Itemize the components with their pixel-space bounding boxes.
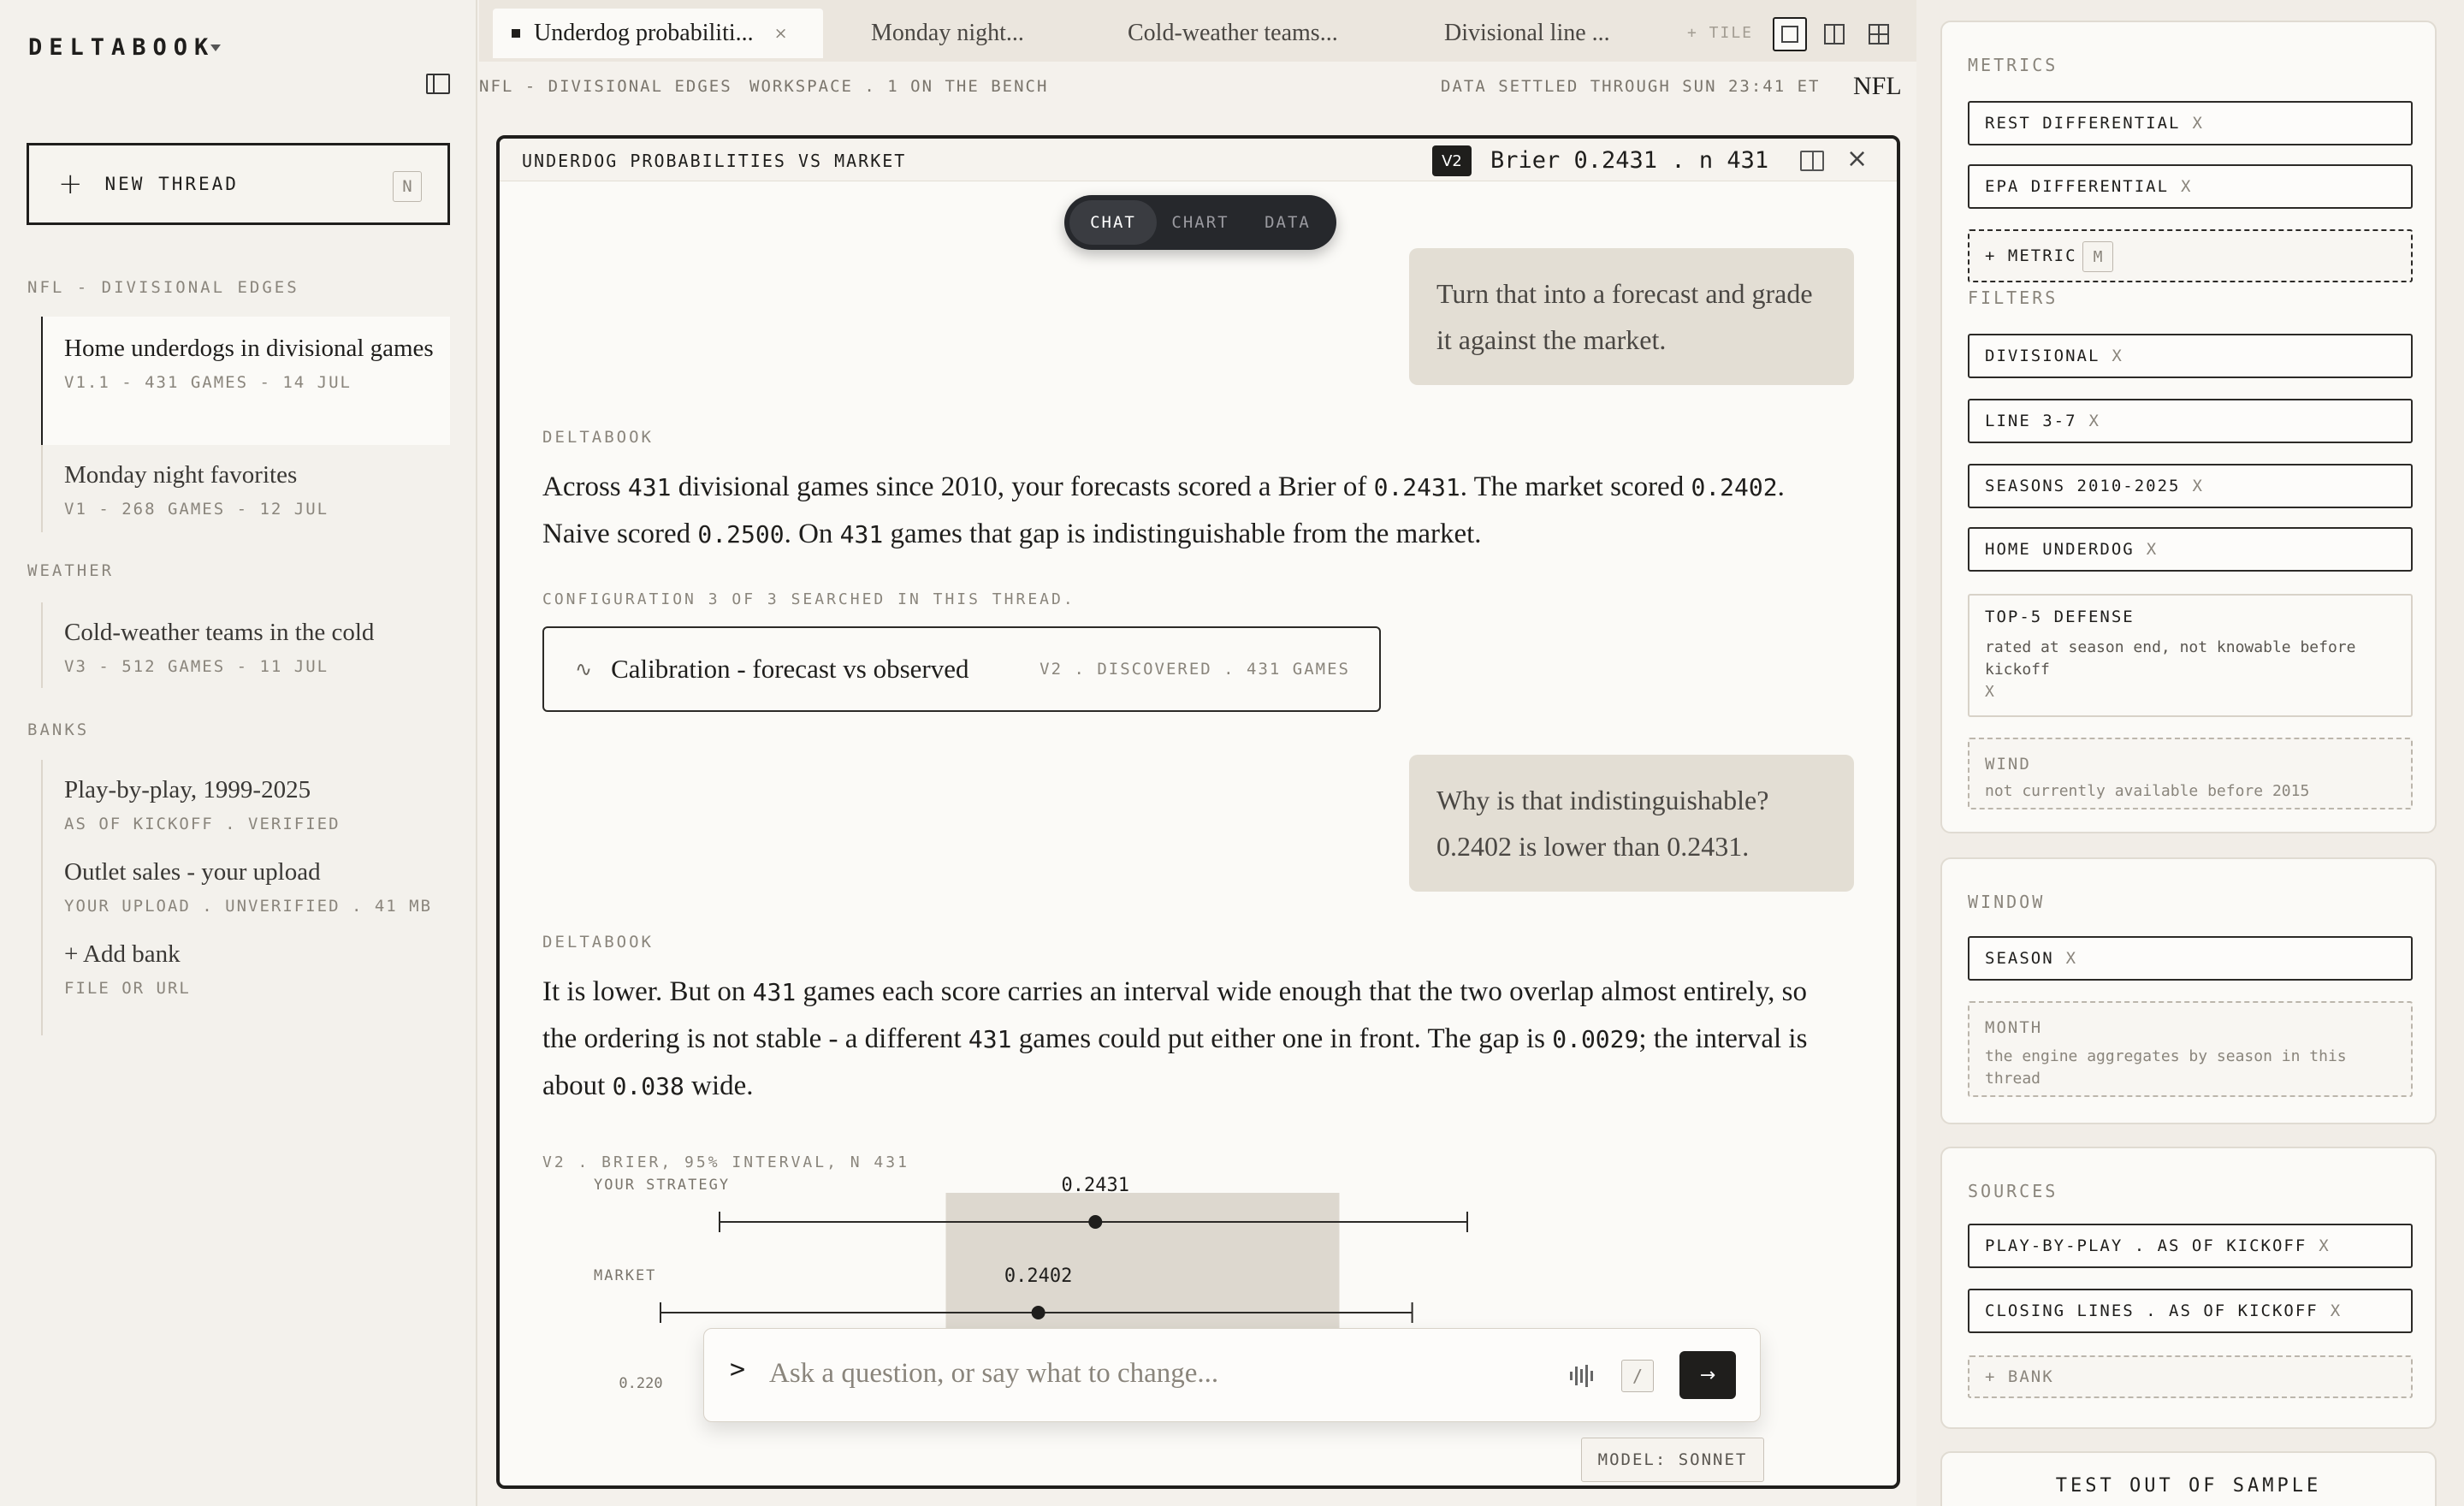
mode-data-button[interactable]: DATA [1265, 213, 1311, 232]
metrics-title: METRICS [1968, 55, 2058, 75]
series-label: YOUR STRATEGY [594, 1177, 731, 1194]
bank-item[interactable] [64, 772, 450, 833]
tab-label: Underdog probabiliti... [534, 20, 754, 46]
add-metric-button[interactable] [1968, 229, 2413, 282]
add-bank-button[interactable] [1968, 1355, 2413, 1398]
remove-icon[interactable]: X [2112, 347, 2123, 365]
filter-chip[interactable]: HOME UNDERDOG X [1968, 527, 2413, 572]
chart-card[interactable] [542, 626, 1381, 712]
thread-title: Home underdogs in divisional games [64, 335, 434, 362]
new-thread-label: NEW THREAD [104, 174, 239, 194]
filter-title: TOP-5 DEFENSE [1985, 608, 2135, 626]
filters-title: FILTERS [1968, 288, 2058, 308]
sidebar-toggle-icon[interactable] [426, 74, 450, 94]
new-thread-button[interactable] [27, 143, 450, 225]
point-estimate [1032, 1306, 1045, 1319]
window-title: WINDOW [1968, 892, 2046, 912]
tile-button[interactable]: + TILE [1687, 24, 1754, 42]
config-panel [1916, 0, 2464, 1506]
active-dot-icon [512, 29, 520, 38]
sidebar-item-thread[interactable] [41, 602, 450, 688]
source-chip[interactable]: CLOSING LINES . AS OF KICKOFF X [1968, 1289, 2413, 1333]
section-title: NFL - DIVISIONAL EDGES [27, 278, 299, 297]
metric-chip[interactable]: EPA DIFFERENTIAL X [1968, 164, 2413, 209]
add-bank-label: + BANK [1985, 1367, 2054, 1386]
data-settled-info: DATA SETTLED THROUGH SUN 23:41 ET [1441, 77, 1821, 96]
chart-title: V2 . BRIER, 95% INTERVAL, N 431 [542, 1153, 909, 1171]
window-option-title: MONTH [1985, 1018, 2043, 1037]
remove-icon[interactable]: X [2181, 177, 2193, 196]
assistant-message: It is lower. But on 431 games each score carries an interval wide enough that the two overlap almost entirely, so the ordering is not stable - a different 431 games could put either one in front. The gap is 0.0029; the interval is about 0.038 wide. [542, 976, 1808, 1101]
panel-title: UNDERDOG PROBABILITIES VS MARKET [522, 151, 907, 171]
add-metric-label: + METRIC [1985, 246, 2077, 265]
add-bank-label: + Add bank [64, 940, 181, 968]
arrow-right-icon: → [1699, 1364, 1716, 1386]
model-selector[interactable]: MODEL: SONNET [1581, 1438, 1764, 1482]
sidebar-item-thread[interactable] [41, 317, 450, 445]
split-view-icon[interactable] [1800, 151, 1824, 171]
remove-icon[interactable]: X [2330, 1301, 2343, 1320]
workspace-info: WORKSPACE . 1 ON THE BENCH [749, 77, 1049, 96]
metric-chip[interactable]: REST DIFFERENTIAL X [1968, 101, 2413, 145]
chart-card-title: Calibration - forecast vs observed [611, 654, 969, 684]
user-message: Why is that indistinguishable? 0.2402 is lower than 0.2431. [1409, 755, 1854, 892]
assistant-label: DELTABOOK [542, 428, 654, 447]
remove-icon[interactable]: X [2065, 949, 2078, 968]
thread-panel [496, 135, 1900, 1489]
chart-card-meta: V2 . DISCOVERED . 431 GAMES [1040, 660, 1350, 679]
filter-unavailable [1968, 738, 2413, 809]
close-icon[interactable]: × [773, 24, 788, 43]
window-card [1940, 857, 2437, 1124]
close-icon[interactable]: × [1846, 144, 1869, 174]
banks-list [41, 760, 450, 1035]
filter-title: WIND [1985, 755, 2031, 774]
tab-bar [479, 0, 1916, 62]
filter-note: not currently available before 2015 [1985, 782, 2310, 800]
trend-icon: ∿ [575, 657, 593, 681]
point-estimate [1088, 1215, 1102, 1229]
message-input[interactable] [769, 1358, 1539, 1390]
filter-chip[interactable]: LINE 3-7 X [1968, 399, 2413, 443]
composer [703, 1328, 1761, 1422]
remove-icon[interactable]: X [2088, 412, 2100, 430]
add-bank-meta: FILE OR URL [64, 979, 191, 998]
version-badge[interactable]: V2 [1432, 145, 1472, 176]
section-title: BANKS [27, 720, 90, 739]
thread-title: Cold-weather teams in the cold [64, 619, 375, 646]
chevron-down-icon[interactable] [210, 44, 221, 51]
configuration-note: CONFIGURATION 3 OF 3 SEARCHED IN THIS THREAD. [542, 590, 1075, 608]
panel-header [500, 139, 1897, 181]
window-chip[interactable]: SEASON X [1968, 936, 2413, 981]
filter-note: rated at season end, not knowable before kickoff [1985, 638, 2356, 679]
tab-monday[interactable] [871, 9, 1024, 58]
filter-chip-warning[interactable] [1968, 594, 2413, 717]
shortcut-key: M [2082, 241, 2113, 272]
sources-title: SOURCES [1968, 1181, 2058, 1201]
tile-grid-icon[interactable] [1862, 17, 1896, 51]
x-tick-label: 0.220 [619, 1375, 663, 1392]
voice-icon[interactable] [1570, 1363, 1593, 1389]
value-label: 0.2402 [1004, 1266, 1073, 1287]
test-out-of-sample-button[interactable]: TEST OUT OF SAMPLE [1940, 1451, 2437, 1506]
tab-label: Divisional line ... [1444, 20, 1610, 46]
tab-cold-weather[interactable] [1128, 9, 1338, 58]
tile-single-icon[interactable] [1773, 17, 1807, 51]
thread-meta: V1.1 - 431 GAMES - 14 JUL [64, 373, 352, 392]
mode-chat-button[interactable]: CHAT [1069, 200, 1157, 245]
tab-label: Cold-weather teams... [1128, 20, 1338, 46]
breadcrumb-path: NFL - DIVISIONAL EDGES [479, 77, 732, 96]
assistant-label: DELTABOOK [542, 933, 654, 952]
remove-icon[interactable]: X [2192, 477, 2204, 495]
tab-label: Monday night... [871, 20, 1024, 46]
series-label: MARKET [594, 1267, 657, 1284]
league-label: NFL [1853, 72, 1902, 100]
tab-underdog[interactable] [493, 9, 823, 58]
remove-icon[interactable]: X [2192, 114, 2204, 133]
tile-split-icon[interactable] [1817, 17, 1851, 51]
thread-title: Monday night favorites [64, 461, 298, 489]
shortcut-key: N [393, 171, 422, 202]
value-label: 0.2431 [1061, 1175, 1130, 1196]
filter-chip[interactable]: SEASONS 2010-2025 X [1968, 464, 2413, 508]
brier-score: Brier 0.2431 . n 431 [1490, 147, 1769, 174]
plus-icon: + [58, 167, 83, 201]
bank-meta: AS OF KICKOFF . VERIFIED [64, 815, 341, 833]
bank-title: Play-by-play, 1999-2025 [64, 776, 311, 803]
mode-chart-button[interactable]: CHART [1171, 213, 1229, 232]
source-chip[interactable]: PLAY-BY-PLAY . AS OF KICKOFF X [1968, 1224, 2413, 1268]
remove-icon[interactable]: X [2319, 1236, 2331, 1255]
user-message: Turn that into a forecast and grade it against the market. [1409, 248, 1854, 385]
brand-logo[interactable]: DELTABOOK [28, 34, 216, 61]
bank-meta: YOUR UPLOAD . UNVERIFIED . 41 MB [64, 897, 433, 916]
bank-item[interactable] [64, 854, 450, 916]
prompt-icon: > [730, 1355, 746, 1384]
sources-card [1940, 1147, 2437, 1429]
view-mode-switch [1064, 195, 1336, 250]
metrics-filters-card [1940, 21, 2437, 833]
window-unavailable [1968, 1001, 2413, 1097]
assistant-message: Across 431 divisional games since 2010, your forecasts scored a Brier of 0.2431. The market scored 0.2402. Naive scored 0.2500. On 431 games that gap is indistinguishable from the market. [542, 471, 1785, 549]
filter-chip[interactable]: DIVISIONAL X [1968, 334, 2413, 378]
sidebar [0, 0, 477, 1506]
slash-command-key[interactable]: / [1621, 1360, 1654, 1392]
remove-icon[interactable]: X [2146, 540, 2159, 559]
tab-divisional-line[interactable] [1444, 9, 1610, 58]
window-option-note: the engine aggregates by season in this thread [1985, 1047, 2347, 1088]
thread-meta: V1 - 268 GAMES - 12 JUL [64, 500, 329, 519]
send-button[interactable] [1679, 1351, 1736, 1399]
remove-icon[interactable]: X [1985, 683, 1994, 701]
section-title: WEATHER [27, 561, 115, 580]
sidebar-item-thread[interactable] [41, 445, 450, 532]
add-bank-button[interactable] [64, 936, 450, 998]
thread-meta: V3 - 512 GAMES - 11 JUL [64, 657, 329, 676]
bank-title: Outlet sales - your upload [64, 858, 321, 886]
